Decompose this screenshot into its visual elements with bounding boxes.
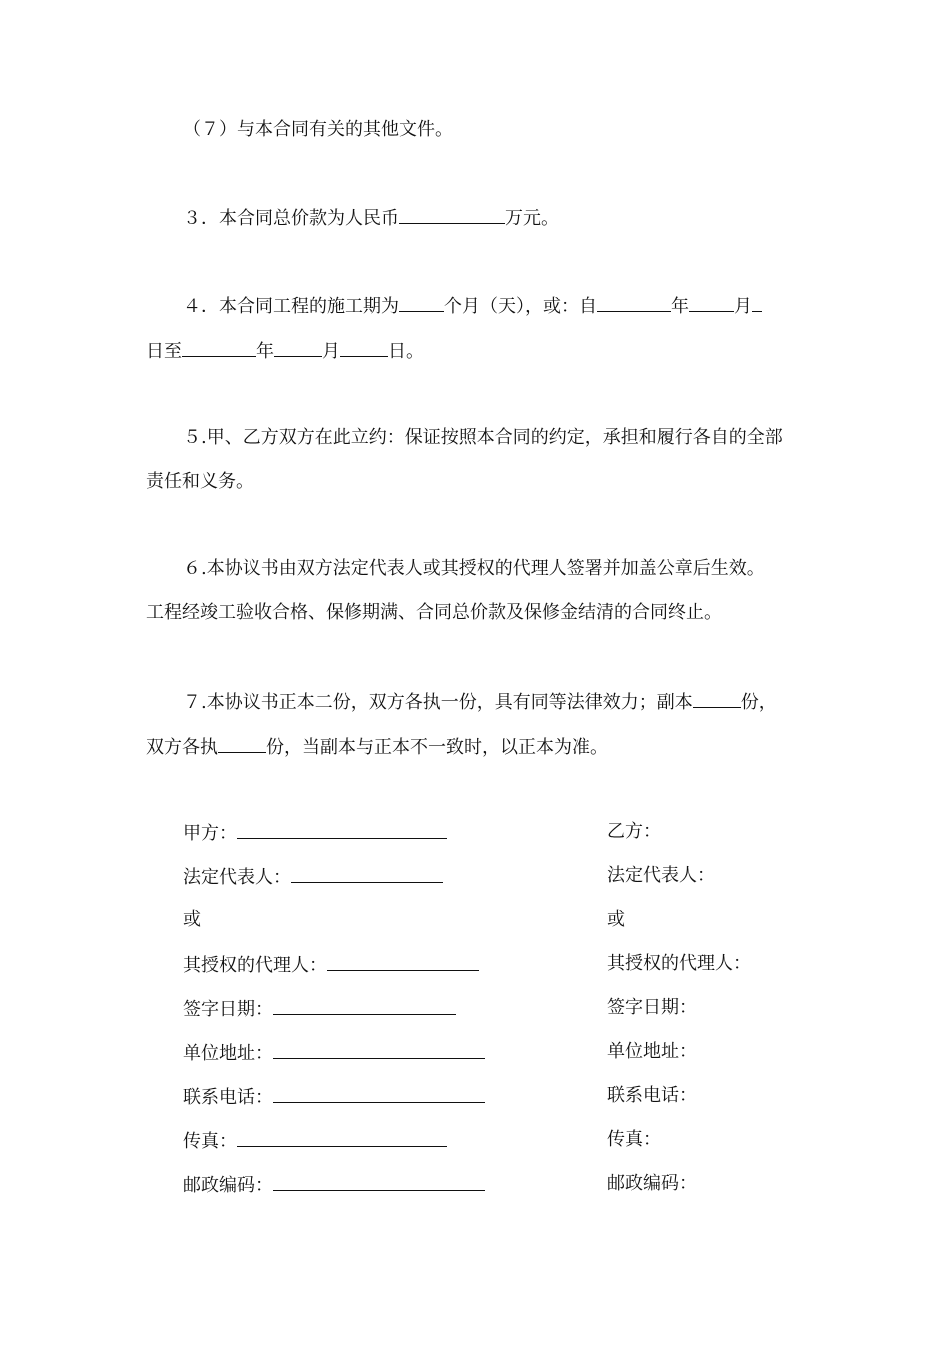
clause-4-period-line1 [183, 293, 762, 319]
party-a-phone-row [183, 1084, 485, 1110]
party-b-rep-label: 法定代表人： [607, 865, 715, 886]
party-a-address-row [183, 1040, 485, 1066]
party-b-date-label: 签字日期： [607, 997, 697, 1018]
party-a-or: 或 [183, 909, 201, 930]
clause-7-line2 [146, 734, 608, 760]
party-a-phone-blank[interactable] [273, 1084, 485, 1103]
party-a-postcode-blank[interactable] [273, 1172, 485, 1191]
party-a-date-row [183, 996, 456, 1022]
clause-3-suffix: 万元。 [505, 208, 559, 229]
months-blank[interactable] [399, 293, 444, 312]
clause-4-text-b: 个月（天），或：自 [444, 296, 597, 317]
party-a-fax-row [183, 1128, 447, 1154]
party-a-phone-label: 联系电话： [183, 1087, 273, 1108]
party-a-address-label: 单位地址： [183, 1043, 273, 1064]
clause-4-text-g: 月 [322, 341, 340, 362]
end-month-blank[interactable] [274, 338, 322, 357]
clause-4-text-h: 日。 [388, 341, 424, 362]
clause-4-text-e: 日至 [146, 341, 182, 362]
clause-4-text-f: 年 [256, 341, 274, 362]
clause-7-text-a: ７.本协议书正本二份，双方各执一份，具有同等法律效力；副本 [183, 692, 693, 713]
copies-blank[interactable] [693, 689, 741, 708]
party-b-phone-label: 联系电话： [607, 1085, 697, 1106]
end-year-blank[interactable] [182, 338, 256, 357]
party-a-agent-blank[interactable] [327, 952, 479, 971]
clause-3-total-price [183, 205, 559, 231]
clause-4-text-c: 年 [671, 296, 689, 317]
party-b-address-label: 单位地址： [607, 1041, 697, 1062]
party-a-rep-blank[interactable] [291, 864, 443, 883]
clause-6-line2: 工程经竣工验收合格、保修期满、合同总价款及保修金结清的合同终止。 [146, 602, 722, 623]
clause-7-line1 [183, 689, 777, 715]
clause-4-text-a: ４．本合同工程的施工期为 [183, 296, 399, 317]
clause-4-text-d: 月 [734, 296, 752, 317]
party-a-fax-blank[interactable] [237, 1128, 447, 1147]
party-a-rep-row [183, 864, 443, 890]
party-a-address-blank[interactable] [273, 1040, 485, 1059]
party-a-agent-row [183, 952, 479, 978]
party-a-postcode-row [183, 1172, 485, 1198]
clause-6-line1: ６.本协议书由双方法定代表人或其授权的代理人签署并加盖公章后生效。 [183, 558, 765, 579]
each-copies-blank[interactable] [218, 734, 266, 753]
clause-7-text-c: 双方各执 [146, 737, 218, 758]
party-b-agent-label: 其授权的代理人： [607, 953, 751, 974]
party-a-name-row [183, 820, 447, 846]
start-year-blank[interactable] [597, 293, 671, 312]
clause-7-text-b: 份， [740, 692, 777, 713]
party-b-fax-label: 传真： [607, 1129, 661, 1150]
party-a-rep-label: 法定代表人： [183, 867, 291, 888]
clause-7-text-d: 份，当副本与正本不一致时，以正本为准。 [266, 737, 608, 758]
clause-5-line1: ５.甲、乙方双方在此立约：保证按照本合同的约定，承担和履行各自的全部 [183, 427, 783, 448]
party-b-name-label: 乙方： [607, 821, 661, 842]
clause-item-7: （７）与本合同有关的其他文件。 [183, 119, 453, 140]
price-blank[interactable] [399, 205, 505, 224]
party-a-postcode-label: 邮政编码： [183, 1175, 273, 1196]
start-month-blank[interactable] [689, 293, 734, 312]
start-day-blank[interactable] [752, 293, 762, 312]
clause-5-line2: 责任和义务。 [146, 471, 254, 492]
party-a-fax-label: 传真： [183, 1131, 237, 1152]
clause-4-period-line2 [146, 338, 424, 364]
party-a-date-label: 签字日期： [183, 999, 273, 1020]
party-b-postcode-label: 邮政编码： [607, 1173, 697, 1194]
party-a-date-blank[interactable] [273, 996, 456, 1015]
party-a-name-blank[interactable] [237, 820, 447, 839]
clause-3-text: ３．本合同总价款为人民币 [183, 208, 399, 229]
party-a-agent-label: 其授权的代理人： [183, 955, 327, 976]
party-b-or: 或 [607, 909, 625, 930]
end-day-blank[interactable] [340, 338, 388, 357]
party-a-name-label: 甲方： [183, 823, 237, 844]
